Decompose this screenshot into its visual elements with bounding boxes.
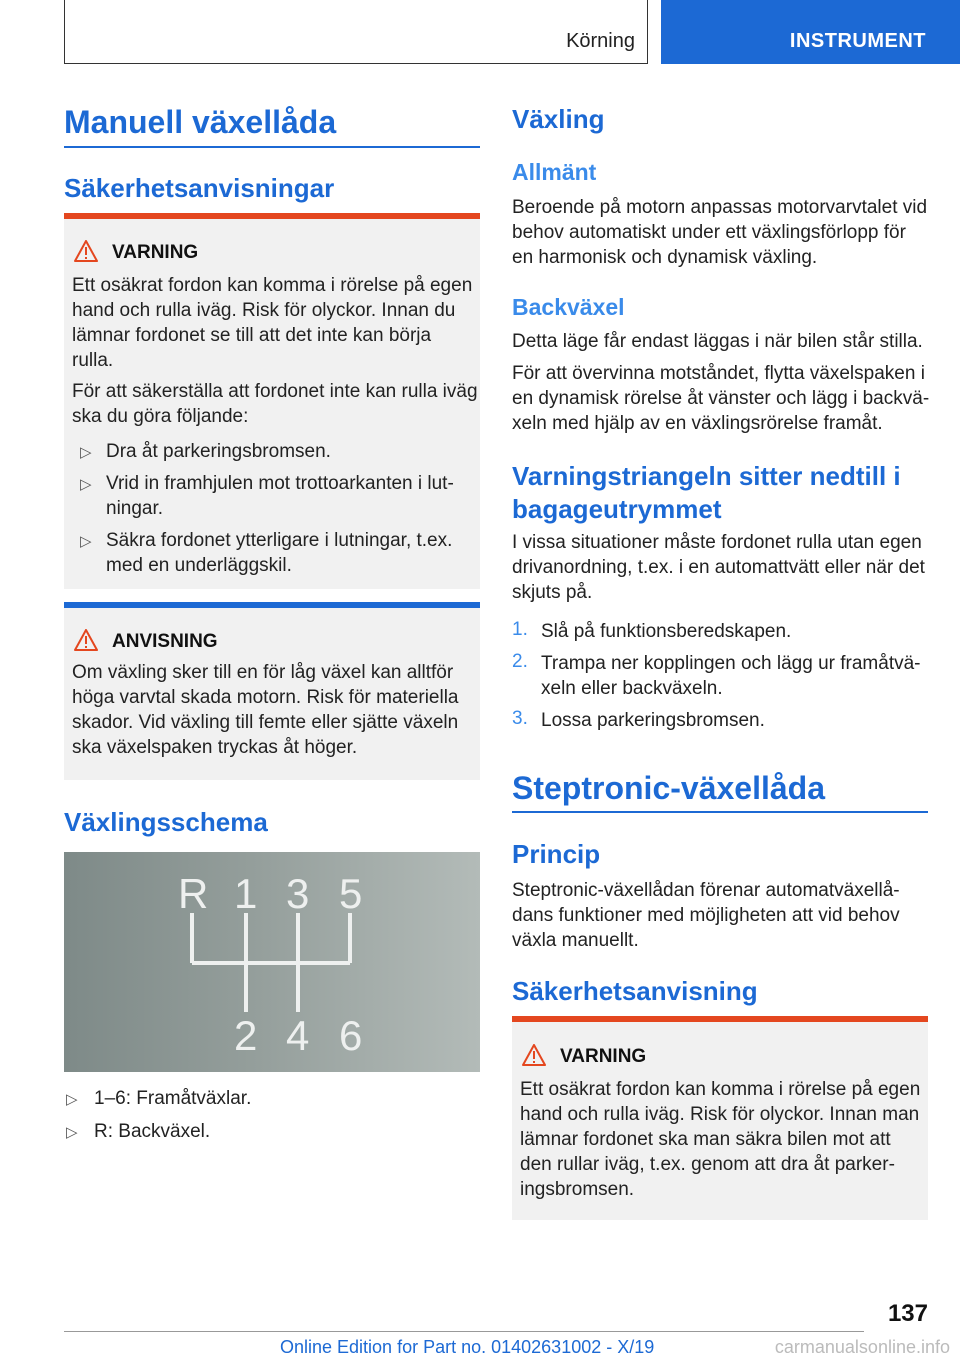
bullet-icon: ▷	[66, 1124, 78, 1141]
footer-divider	[64, 1331, 864, 1332]
reverse-text-2: För att övervinna motståndet, flytta växelspaken i en dynamisk rörelse åt vänster och lägg i backvä- xeln med hjälp av en växlingsrörelse framåt.	[512, 363, 930, 434]
triangle-text: I vissa situationer måste fordonet rulla utan egen drivanordning, t.ex. i en automattvätt eller när det skjuts på.	[512, 532, 925, 603]
title-divider	[64, 146, 480, 148]
list-item: Säkra fordonet ytterligare i lutningar, t.ex. med en underläggskil.	[106, 530, 453, 576]
principle-text: Steptronic-växellådan förenar automatväxellå- dans funktioner med möjligheten att vid behov växla manuellt.	[512, 880, 900, 951]
header-chapter-tab[interactable]	[661, 0, 960, 64]
warning-text-2: För att säkerställa att fordonet inte kan rulla iväg ska du göra följande:	[72, 381, 478, 427]
warning-label: VARNING	[112, 242, 199, 263]
bullet-icon: ▷	[80, 533, 92, 550]
step-number: 2.	[512, 651, 528, 672]
header-chapter: INSTRUMENT	[789, 30, 926, 52]
header-section: Körning	[566, 30, 635, 52]
warning-box	[64, 213, 480, 589]
gear-shift-diagram	[64, 852, 480, 1072]
watermark: carmanualsonline.info	[774, 1337, 950, 1357]
gear-label: 4	[286, 1012, 310, 1059]
notice-triangle-icon	[74, 629, 98, 651]
list-item: R: Backväxel.	[94, 1121, 211, 1142]
safety-heading: Säkerhetsanvisningar	[64, 173, 335, 203]
notice-label: ANVISNING	[112, 631, 218, 652]
shift-heading: Växling	[512, 104, 605, 134]
general-heading: Allmänt	[512, 159, 597, 185]
warning-label: VARNING	[560, 1046, 647, 1067]
gear-label: 3	[286, 870, 310, 917]
step-number: 3.	[512, 708, 528, 729]
header-section-box	[64, 0, 648, 64]
list-item: Trampa ner kopplingen och lägg ur framåtvä- xeln eller backväxeln.	[541, 653, 921, 699]
general-text: Beroende på motorn anpassas motorvarvtalet vid behov automatiskt under ett växlingsförlopp för en harmonisk och dynamisk växling.	[512, 197, 928, 268]
warning-triangle-icon	[74, 240, 98, 262]
list-item: Lossa parkeringsbromsen.	[541, 710, 765, 731]
schema-heading: Växlingsschema	[64, 807, 268, 837]
gear-label: 6	[339, 1012, 363, 1059]
warning-box-2	[512, 1016, 928, 1220]
safety2-heading: Säkerhetsanvisning	[512, 976, 758, 1006]
triangle-heading: Varningstriangeln sitter nedtill i bagageutrymmet	[512, 461, 901, 524]
gear-label: 5	[339, 870, 363, 917]
warning-bar	[64, 213, 480, 219]
gear-label: 2	[234, 1012, 258, 1059]
bullet-icon: ▷	[80, 476, 92, 493]
step-number: 1.	[512, 619, 528, 640]
list-item: Dra åt parkeringsbromsen.	[106, 441, 331, 462]
principle-heading: Princip	[512, 839, 601, 869]
steptronic-divider	[512, 811, 928, 813]
gear-label: R	[178, 870, 209, 917]
warning-text: Ett osäkrat fordon kan komma i rörelse på egen hand och rulla iväg. Risk för olyckor. Innan man lämnar fordonet ska man säkra bilen mot att den rullar iväg, t.ex. genom att dra åt parker- ingsbromsen.	[520, 1079, 921, 1200]
gear-label: 1	[234, 870, 258, 917]
list-item: Slå på funktionsberedskapen.	[541, 621, 792, 642]
gear-pattern-lines	[64, 852, 480, 1072]
notice-text: Om växling sker till en för låg växel kan alltför höga varvtal skada motorn. Risk för materiella skador. Vid växling till femte eller sjätte växeln ska växelspaken tryckas åt höger.	[72, 662, 459, 758]
warning-triangle-icon	[522, 1044, 546, 1066]
warning-text: Ett osäkrat fordon kan komma i rörelse på egen hand och rulla iväg. Risk för olyckor. Innan du lämnar fordonet se till att det inte kan börja rulla.	[72, 275, 473, 371]
bullet-icon: ▷	[66, 1091, 78, 1108]
bullet-icon: ▷	[80, 444, 92, 461]
list-item: Vrid in framhjulen mot trottoarkanten i lut- ningar.	[106, 473, 454, 519]
warning-bar	[512, 1016, 928, 1022]
list-item: 1–6: Framåtväxlar.	[94, 1088, 252, 1109]
reverse-text: Detta läge får endast läggas i när bilen står stilla.	[512, 331, 923, 352]
page-title: Manuell växellåda	[64, 104, 337, 140]
footer-edition: Online Edition for Part no. 01402631002 - X/19	[280, 1337, 655, 1357]
notice-bar	[64, 602, 480, 608]
steptronic-title: Steptronic-växellåda	[512, 770, 825, 806]
page-number: 137	[887, 1300, 928, 1327]
notice-box	[64, 602, 480, 780]
reverse-heading: Backväxel	[512, 294, 625, 320]
